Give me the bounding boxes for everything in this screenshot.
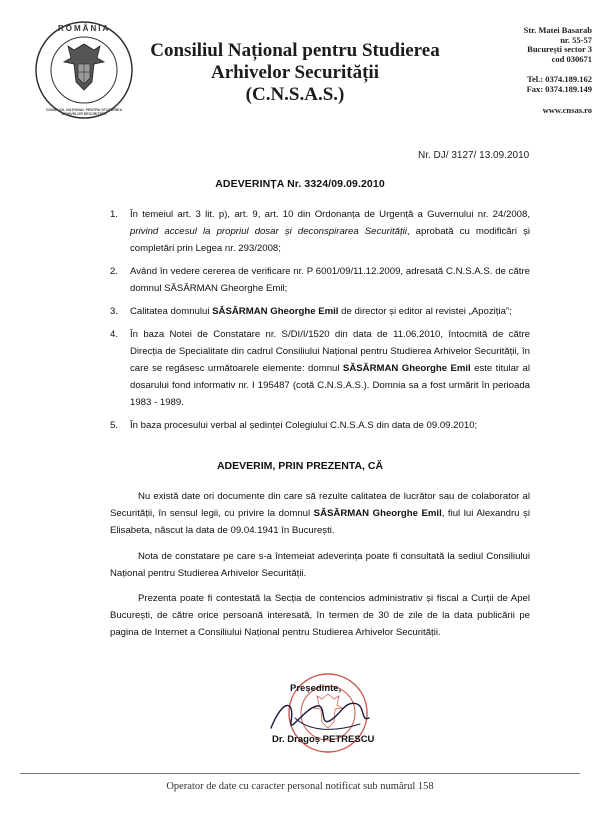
institution-line-1: Consiliul Național pentru Studierea	[150, 40, 440, 61]
list-item	[110, 303, 530, 320]
address-web: www.cnsas.ro	[542, 104, 592, 115]
seal-caption-bottom: CONSILIUL NAȚIONAL PENTRU STUDIEREA ARHIVELOR SECURITĂȚII	[45, 108, 123, 116]
list-item-text-end: , aprobată cu modificări și completări prin Legea nr. 293/2008;	[130, 226, 531, 254]
list-item-italic-text: privind accesul la propriul dosar și deconspirarea Securității	[130, 226, 407, 237]
list-item-bold-name: SĂSĂRMAN Gheorghe Emil	[212, 306, 339, 317]
certification-heading: ADEVERIM, PRIN PREZENTA, CĂ	[216, 460, 384, 472]
address-tel: Tel.: 0374.189.162	[527, 74, 592, 85]
paragraph-text: Nu există date ori documente din care să rezulte calitatea de lucrător sau de colaborator al Securității, în sensul legii, cu privire la domnul	[110, 491, 530, 519]
considerations-list	[110, 206, 530, 440]
list-item-bold-name: SĂSĂRMAN Gheorghe Emil	[342, 363, 471, 374]
list-item-text: În temeiul art. 3 lit. p), art. 9, art. 10 din Ordonanța de Urgență a Guvernului nr. 24/2008,	[130, 209, 530, 220]
paragraph-text: Nota de constatare pe care s-a întemeiat adeverința poate fi consultată la sediul Consiliului Național pentru Studierea Arhivelor Securității.	[110, 551, 530, 579]
list-item	[110, 206, 530, 257]
list-item-number: 4.	[110, 329, 119, 340]
list-item-text-end: este titular al dosarului fond informativ nr. I 195487 (cotă C.N.S.A.S.). Domnia sa a fost urmărit în perioada 1983 - 1989.	[130, 363, 530, 408]
body-paragraph-1	[110, 488, 530, 539]
list-item-number: 5.	[110, 420, 119, 431]
footer-divider	[20, 773, 580, 774]
address-city: București sector 3	[527, 44, 592, 55]
list-item-text: Având în vedere cererea de verificare nr. P 6001/09/11.12.2009, adresată C.N.S.A.S. de către domnul SĂSĂRMAN Gheorghe Emil;	[130, 266, 530, 294]
address-postal: cod 030671	[551, 53, 592, 64]
body-paragraph-2	[110, 548, 530, 582]
paragraph-text: Prezenta poate fi contestată la Secția de contencios administrativ și fiscal a Curții de Apel București, de către orice persoană interesată, în termen de 30 de zile de la data publicării pe pagina de Internet a Consiliului Național pentru Studierea Arhivelor Securității.	[110, 593, 530, 638]
address-fax: Fax: 0374.189.149	[526, 83, 592, 94]
president-name: Dr. Dragoș PETRESCU	[272, 734, 375, 745]
list-item-text: În baza procesului verbal al ședinței Colegiului C.N.S.A.S din data de 09.09.2010;	[130, 420, 478, 431]
list-item	[110, 326, 530, 411]
footer-notice: Operator de date cu caracter personal notificat sub numărul 158	[166, 781, 434, 792]
list-item	[110, 263, 530, 297]
address-number: nr. 55-57	[560, 34, 592, 45]
president-title: Președinte,	[290, 683, 342, 694]
body-paragraph-3	[110, 590, 530, 641]
list-item-text-end: de director și editor al revistei „Apoziția”;	[338, 306, 512, 317]
romania-seal-logo	[34, 20, 134, 120]
list-item	[110, 417, 530, 434]
registration-number: Nr. DJ/ 3127/ 13.09.2010	[418, 150, 530, 161]
address-street: Str. Matei Basarab	[523, 25, 592, 35]
list-item-text: Calitatea domnului	[130, 306, 213, 317]
list-item-text: În baza Notei de Constatare nr. S/DI/I/1520 din data de 11.06.2010, întocmită de către Direcția de Specialitate din cadrul Consiliului Național pentru Studierea Arhivelor Securității, în care se regăsesc următoarele elemente: domnul	[130, 329, 530, 374]
address-block	[442, 26, 592, 115]
list-item-number: 3.	[110, 306, 119, 317]
list-item-number: 2.	[110, 266, 119, 277]
institution-title	[140, 40, 450, 106]
seal-caption-top: ROMÂNIA	[58, 24, 111, 33]
paragraph-text-end: , fiul lui Alexandru și Elisabeta, născut la data de 09.04.1941 în București.	[110, 508, 530, 536]
institution-acronym: (C.N.S.A.S.)	[245, 84, 345, 105]
document-title: ADEVERINȚA Nr. 3324/09.09.2010	[215, 178, 385, 190]
institution-line-2: Arhivelor Securității	[211, 62, 379, 83]
list-item-number: 1.	[110, 209, 119, 220]
paragraph-bold-name: SĂSĂRMAN Gheorghe Emil	[313, 508, 442, 519]
